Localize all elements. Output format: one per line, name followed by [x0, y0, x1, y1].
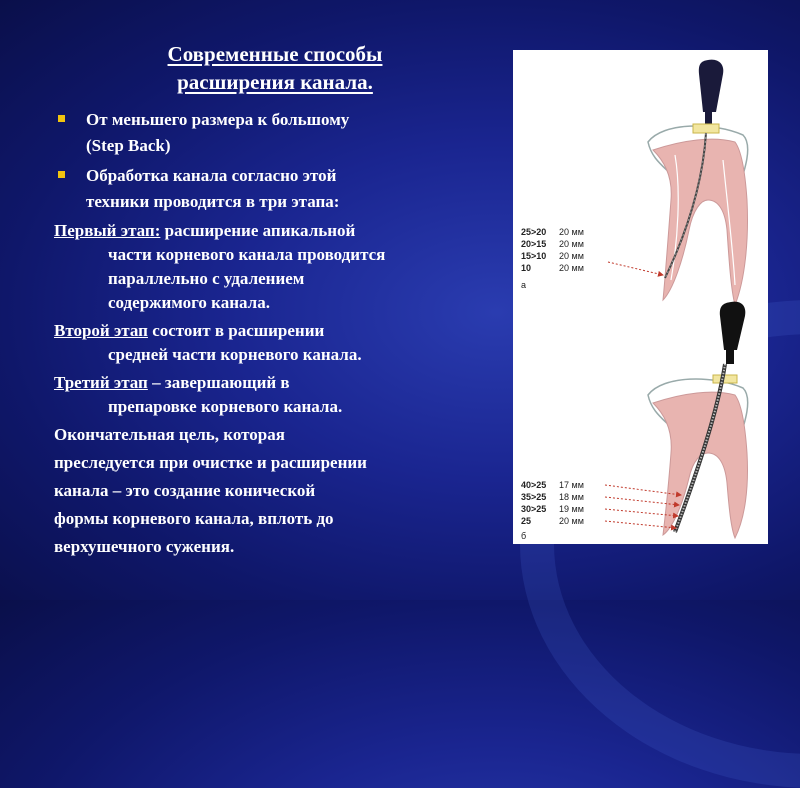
bullet-line: техники проводится в три этапа:: [86, 192, 340, 211]
stage-text: препаровке корневого канала.: [108, 397, 343, 416]
stage-label: Первый этап:: [54, 221, 161, 240]
conclusion-paragraph: [54, 421, 494, 561]
bullet-line: (Step Back): [86, 136, 171, 155]
file-length: 17 мм: [559, 480, 584, 490]
conclusion-line: преследуется при очистке и расширении: [54, 453, 367, 472]
stage-label: Второй этап: [54, 321, 148, 340]
stage-text: параллельно с удалением: [108, 269, 305, 288]
title-line-1: Современные способы: [167, 42, 383, 66]
tooth-root: [653, 139, 748, 305]
title-line-2: расширения канала.: [177, 70, 373, 94]
size-table-top: [521, 227, 663, 290]
bullet-line: От меньшего размера к большому: [86, 110, 350, 129]
file-length: 20 мм: [559, 239, 584, 249]
figure-svg: [513, 50, 768, 544]
file-size: 30>25: [521, 504, 547, 514]
file-size: 35>25: [521, 492, 547, 502]
file-length: 20 мм: [559, 251, 584, 261]
stage-second: [54, 319, 494, 367]
arrow-icon: [608, 262, 663, 275]
conclusion-line: верхушечного сужения.: [54, 537, 235, 556]
file-size: 25>20: [521, 227, 547, 237]
stage-third: [54, 371, 494, 419]
file-size: 25: [521, 516, 532, 526]
stage-text: расширение апикальной: [160, 221, 356, 240]
stage-text: части корневого канала проводится: [108, 245, 386, 264]
file-size: 15>10: [521, 251, 547, 261]
file-length: 20 мм: [559, 516, 584, 526]
file-size: 10: [521, 263, 532, 273]
stage-text: содержимого канала.: [108, 293, 270, 312]
stage-text: средней части корневого канала.: [108, 345, 362, 364]
conclusion-line: Окончательная цель, которая: [54, 425, 285, 444]
tooth-bottom: [648, 379, 748, 538]
stage-first: [54, 219, 494, 315]
bullet-three-stages: [54, 163, 494, 215]
bullet-step-back: [54, 107, 494, 159]
figure-caption-b: б: [521, 531, 527, 541]
slide-body: [54, 107, 494, 561]
stage-text: – завершающий в: [147, 373, 290, 392]
file-length: 19 мм: [559, 504, 584, 514]
bullet-square-icon: [58, 115, 65, 122]
file-size: 40>25: [521, 480, 547, 490]
file-length: 20 мм: [559, 263, 584, 273]
file-length: 18 мм: [559, 492, 584, 502]
size-table-bottom: [521, 480, 681, 541]
conclusion-line: канала – это создание конической: [54, 481, 316, 500]
endodontic-figure: [513, 50, 768, 544]
stage-label: Третий этап: [54, 373, 148, 392]
figure-caption-a: а: [521, 280, 527, 290]
bullet-line: Обработка канала согласно этой: [86, 166, 337, 185]
slide-title: [125, 40, 425, 96]
tooth-top: [648, 126, 748, 305]
stage-text: состоит в расширении: [147, 321, 325, 340]
file-length: 20 мм: [559, 227, 584, 237]
bullet-square-icon: [58, 171, 65, 178]
conclusion-line: формы корневого канала, вплоть до: [54, 509, 334, 528]
file-size: 20>15: [521, 239, 547, 249]
